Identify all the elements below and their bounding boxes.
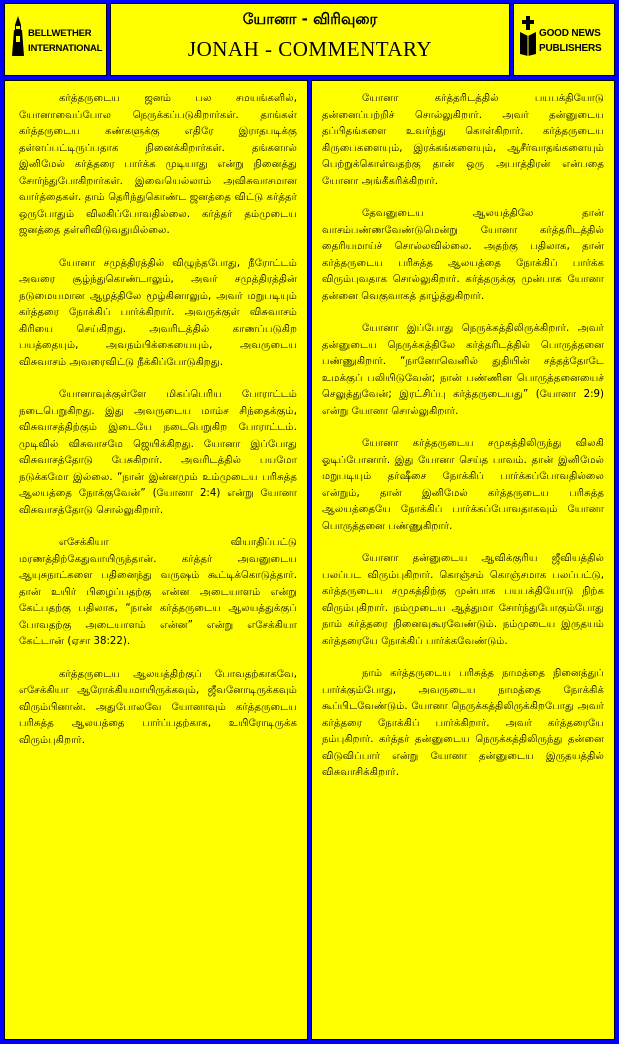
good-news-logo bbox=[513, 3, 615, 76]
right-paragraph-4: யோனா கர்த்தருடைய சமுகத்திலிருந்து விலகி ஓடிப்போனார். இது யோனா செய்த பாவம். தான் இனிமேல் மறுபடியும் தர்ஷீசை நோக்கிப் பார்க்கப்போவதில்லை என்றும், தான் இனிமேல் கர்த்தருடைய பரிசுத்த ஆலயத்தையே நோக்கிப் பார்க்கப்போவதாகவும் யோனா பொருத்தனை பண்ணுகிறார். bbox=[322, 438, 604, 532]
bell-tower-logo-icon bbox=[11, 16, 25, 56]
page-title-tamil: யோனா - விரிவுரை bbox=[242, 10, 378, 28]
left-column bbox=[4, 80, 308, 1040]
left-paragraph-2: யோனா சமுத்திரத்தில் விழுந்தபோது, நீரோட்டம் அவரை சூழ்ந்துகொண்டாலும், அவர் சமுத்திரத்தின் நடுமையமான ஆழத்திலே மூழ்கினாலும், அவர் மறுபடியும் கர்த்தரை நோக்கிப் பார்க்கிறார். அவருக்குள் விசுவாசம் கிரியை செய்கிறது. அவரிடத்தில் காணப்படுகிற பயத்தையும், அவநம்பிக்கையையும், அவருடைய விசுவாசம் அவரைவிட்டு நீக்கிப்போடுகிறது. bbox=[19, 257, 297, 368]
right-paragraph-6: நாம் கர்த்தருடைய பரிசுத்த நாமத்தை நினைத்துப் பார்க்கும்போது, அவருடைய நாமத்தை நோக்கிக் கூப்பிடவேண்டும். யோனா நெருக்கத்திலிருக்கிறபோது அவர் கர்த்தரை நோக்கிப் பார்க்கிறார். அவர் கர்த்தரையே நம்புகிறார். கர்த்தர் தன்னுடைய நெருக்கத்திலிருந்து தன்னை விடுவிப்பார் என்று யோனா தன்னுடைய இருதயத்தில் விசுவாசிக்கிறார். bbox=[322, 668, 604, 778]
right-paragraph-5: யோனா தன்னுடைய ஆவிக்குரிய ஜீவியத்தில் பலப்பட விரும்புகிறார். கொஞ்சம் கொஞ்சமாக பலப்பட்டு, கர்த்தருடைய சமுகத்திற்கு முன்பாக பயபக்தியோடு நிற்க விரும்புகிறார். நம்முடைய ஆத்துமா சோர்ந்துபோகும்போது நாம் கர்த்தரை நினைவுகூரவேண்டும். நம்முடைய இருதயம் கர்த்தரையே நோக்கிப் பார்க்கவேண்டும். bbox=[322, 553, 604, 647]
left-paragraph-5: கர்த்தருடைய ஆலயத்திற்குப் போவதற்காகவே, எசேக்கியா ஆரோக்கியமாயிருக்கவும், ஜீவனோடிருக்கவும் விரும்பினான். அதுபோலவே யோனாவும் கர்த்தருடைய பரிசுத்த ஆலயத்தை பார்ப்பதற்காக, உயிரோடிருக்க விரும்புகிறார். bbox=[19, 668, 297, 746]
right-logo-line-1: GOOD NEWS bbox=[539, 28, 601, 39]
right-logo-line-2: PUBLISHERS bbox=[539, 43, 602, 54]
right-paragraph-1: யோனா கர்த்தரிடத்தில் பயபக்தியோடு தன்னைப்பற்றிச் சொல்லுகிறார். அவர் தன்னுடைய தப்பிதங்களை உவர்ந்து கொள்கிறார். கர்த்தருடைய கிருபைகளையும், இரக்கங்களையும், ஆசீர்வாதங்களையும் பெற்றுக்கொள்வதற்கு தான் ஒரு அபாத்திரன் என்பதை யோனா அங்கீகரிக்கிறார். bbox=[322, 93, 604, 187]
left-paragraph-3: யோனாவுக்குள்ளே மிகப்பெரிய போராட்டம் நடைபெறுகிறது. இது அவருடைய மாம்ச சிந்தைக்கும், விசுவாசத்திற்கும் இடையே நடைபெறுகிற போராட்டம். முடிவில் விசுவாசமே ஜெயிக்கிறது. யோனா இப்போது விசுவாசத்தோடு பேசுகிறார். அவரிடத்தில் பயமோ நடுக்கமோ இல்லை. “நான் இன்னமும் உம்முடைய பரிசுத்த ஆலயத்தை நோக்குவேன்” (யோனா 2:4) என்று யோனா விசுவாசத்தோடு சொல்லுகிறார். bbox=[19, 389, 297, 516]
title-banner bbox=[110, 3, 510, 76]
book-logo-icon bbox=[520, 16, 536, 56]
page-title-english: JONAH - COMMENTARY bbox=[187, 37, 433, 61]
right-paragraph-3: யோனா இப்போது நெருக்கத்திலிருக்கிறார். அவர் தன்னுடைய நெருக்கத்திலே கர்த்தரிடத்தில் பொருத்தனை பண்ணுகிறார். “நானோவெனில் துதியின் சத்தத்தோடே உமக்குப் பலியிடுவேன்; நான் பண்ணின பொருத்தனையைச் செலுத்துவேன்; இரட்சிப்பு கர்த்தருடையது” (யோனா 2:9) என்று யோனா சொல்லுகிறார். bbox=[322, 323, 604, 417]
bellwether-logo bbox=[4, 3, 107, 76]
left-logo-line-1: BELLWETHER bbox=[28, 28, 92, 39]
left-logo-line-2: INTERNATIONAL bbox=[28, 43, 103, 54]
right-column bbox=[311, 80, 615, 1040]
left-paragraph-1: கர்த்தருடைய ஜனம் பல சமயங்களில், யோனாவைப்போல நெருக்கப்படுகிறார்கள். தாங்கள் கர்த்தருடைய கண்களுக்கு எதிரே இராதபடிக்கு தள்ளப்பட்டிருப்பதாக நினைக்கிறார்கள். தங்களால் இனிமேல் கர்த்தரை பார்க்க முடியாது என்று நினைத்து சோர்ந்துபோகிறார்கள். இவையெல்லாம் அவிசுவாசமான வார்த்தைகள். தாம் தெரிந்துகொண்ட ஜனத்தை விட்டு கர்த்தர் ஒருபோதும் விலகிப்போவதில்லை. கர்த்தர் தம்முடைய ஜனத்தை தள்ளிவிடுவதுமில்லை. bbox=[19, 93, 297, 236]
left-paragraph-4: எசேக்கியா வியாதிப்பட்டு மரணத்திற்கேதுவாயிருந்தான். கர்த்தர் அவனுடைய ஆயுசுநாட்களை பதினைந்து வருஷம் கூட்டிக்கொடுத்தார். தான் உயிர் பிழைப்பதற்கு என்ன அடையாளம் என்று கேட்பதற்கு பதிலாக, “நான் கர்த்தருடைய ஆலயத்துக்குப் போவதற்கு அடையாளம் என்ன” என்று எசேக்கியா கேட்டான் (ஏசா 38:22). bbox=[19, 537, 297, 647]
right-paragraph-2: தேவனுடைய ஆலயத்திலே தான் வாசம்பண்ணவேண்டுமென்று யோனா கர்த்தரிடத்தில் தைரியமாய்ச் சொல்லவில்லை. அதற்கு பதிலாக, தான் கர்த்தருடைய பரிசுத்த ஆலயத்தை நோக்கிப் பார்க்க விரும்புவதாக சொல்லுகிறார். கர்த்தருக்கு முன்பாக யோனா தன்னை வெகுவாகத் தாழ்த்துகிறார். bbox=[322, 208, 604, 302]
